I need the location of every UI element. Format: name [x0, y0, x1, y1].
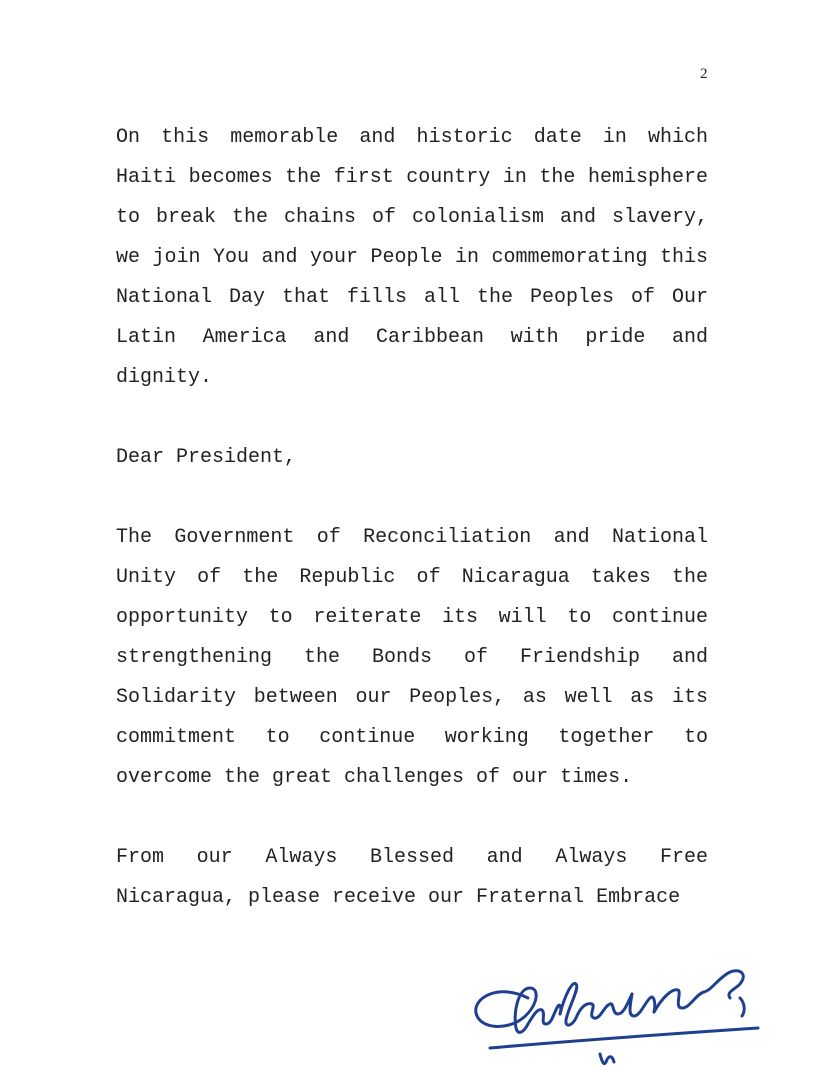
- handwritten-signature: [468, 958, 768, 1067]
- paragraph-government: The Government of Reconciliation and National Unity of the Republic of Nicaragua takes the opportunity to reiterate its will to continue strengthening the Bonds of Friendship and Solidarity between our Peoples, as well as its commitment to continue working together to overcome the great challenges of our times.: [116, 526, 708, 789]
- paragraph-commemoration: On this memorable and historic date in which Haiti becomes the first country in the hemisphere to break the chains of colonialism and slavery, we join You and your People in commemorating this National Day that fills all the Peoples of Our Latin America and Caribbean with pride and dignity.: [116, 126, 708, 389]
- paragraph-closing: From our Always Blessed and Always Free Nicaragua, please receive our Fraternal Embrace: [116, 846, 708, 909]
- salutation: Dear President,: [116, 446, 297, 469]
- letter-body: [116, 118, 708, 918]
- page-number: 2: [700, 66, 708, 82]
